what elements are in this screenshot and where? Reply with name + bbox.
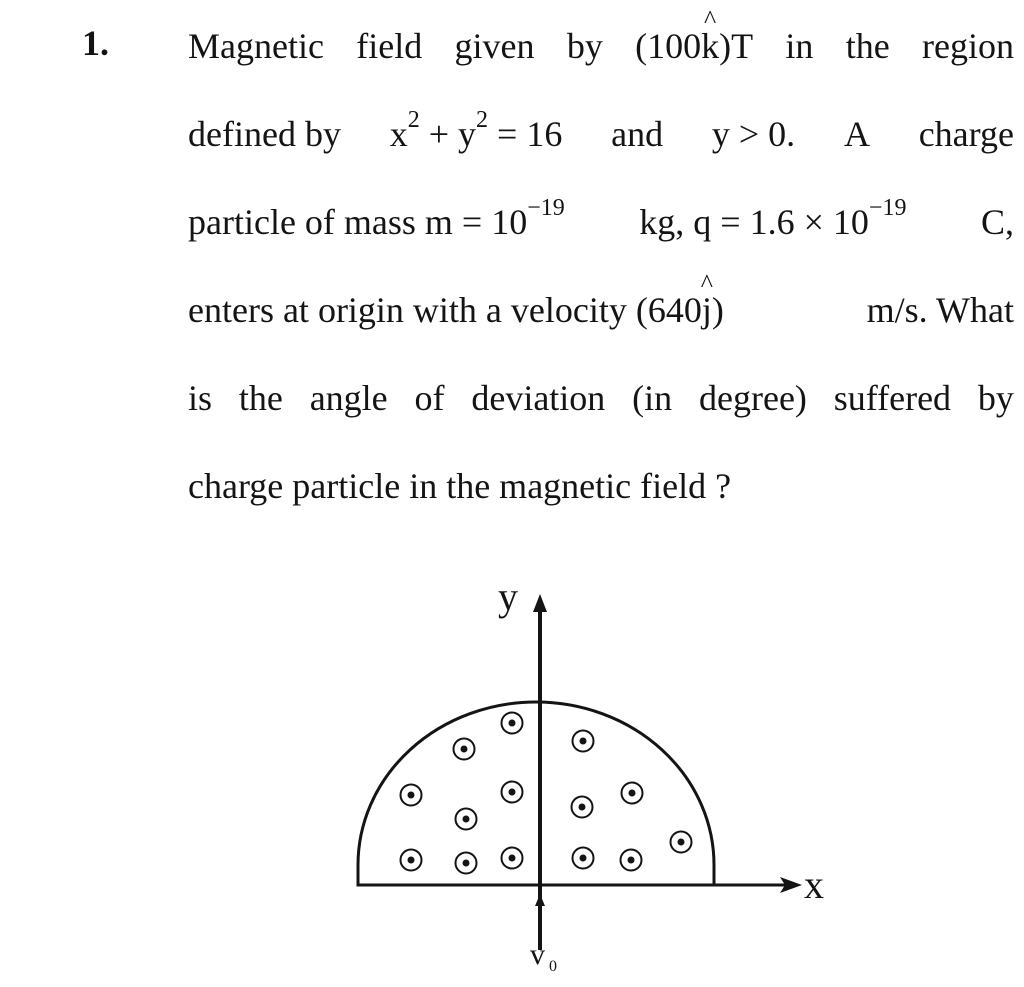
question-line-1 bbox=[188, 24, 1014, 68]
velocity-label: v bbox=[530, 938, 545, 971]
b-field-out-symbol bbox=[456, 853, 477, 874]
word: degree) bbox=[699, 378, 807, 418]
b-field-out-symbol bbox=[572, 797, 593, 818]
question-line-3 bbox=[188, 195, 1014, 244]
b-field-out-symbol bbox=[671, 832, 692, 853]
x-axis-arrowhead bbox=[780, 877, 802, 893]
charge-text: kg, $q = 1.6 \times 10^{-19}$ bbox=[639, 195, 907, 242]
word: by bbox=[977, 378, 1014, 418]
word: of bbox=[414, 378, 445, 418]
mass-text: particle of mass $m = 10^{-19}$ bbox=[188, 195, 565, 242]
b-field-out-symbol bbox=[454, 739, 475, 760]
question-line-6: charge particle in the magnetic field ? bbox=[188, 466, 732, 506]
b-field-out-symbol bbox=[502, 782, 523, 803]
b-field-out-symbol bbox=[401, 785, 422, 806]
question-line-2 bbox=[188, 107, 1014, 156]
y-axis-arrowhead bbox=[533, 594, 547, 612]
b-field-out-symbol bbox=[621, 850, 642, 871]
b-field-out-symbol bbox=[573, 731, 594, 752]
k-hat: ^ k bbox=[701, 24, 719, 68]
word: in bbox=[785, 26, 814, 66]
word: field bbox=[356, 26, 423, 66]
b-field-out-symbol bbox=[401, 850, 422, 871]
velocity-text: enters at origin with a velocity (640^ j) bbox=[188, 288, 724, 332]
unit: C, bbox=[980, 202, 1014, 242]
b-field-out-symbol bbox=[573, 848, 594, 869]
word: the bbox=[845, 26, 890, 66]
question-line-5 bbox=[188, 376, 1014, 420]
word: region bbox=[921, 26, 1014, 66]
word: Magnetic bbox=[188, 26, 324, 66]
field-vector: (100^ k)T bbox=[635, 24, 753, 68]
word: (in bbox=[632, 378, 673, 418]
b-field-out-symbol bbox=[456, 809, 477, 830]
word: the bbox=[238, 378, 283, 418]
text: m/s. What bbox=[866, 290, 1014, 330]
j-hat: ^ j bbox=[702, 288, 712, 332]
word: suffered bbox=[833, 378, 952, 418]
question-line-4 bbox=[188, 288, 1014, 332]
b-field-out-symbol bbox=[622, 783, 643, 804]
velocity-arrowhead bbox=[535, 894, 545, 906]
word: angle bbox=[309, 378, 388, 418]
text: and bbox=[611, 114, 664, 154]
text: charge bbox=[918, 114, 1014, 154]
b-field-out-symbol bbox=[502, 848, 523, 869]
x-axis-label: x bbox=[804, 862, 824, 907]
word: deviation bbox=[471, 378, 606, 418]
field-region-boundary bbox=[358, 702, 714, 885]
b-field-out-symbol bbox=[502, 713, 523, 734]
word: given bbox=[454, 26, 535, 66]
equation: $x^2 + y^2 = 16$ bbox=[389, 107, 563, 154]
condition: y > 0. bbox=[711, 114, 796, 154]
text: defined by bbox=[188, 114, 341, 154]
word: by bbox=[566, 26, 603, 66]
y-axis-label: y bbox=[498, 574, 518, 619]
text: A bbox=[843, 114, 870, 154]
question-number: 1. bbox=[82, 23, 109, 63]
velocity-label-subscript: 0 bbox=[549, 958, 557, 975]
word: is bbox=[188, 378, 213, 418]
